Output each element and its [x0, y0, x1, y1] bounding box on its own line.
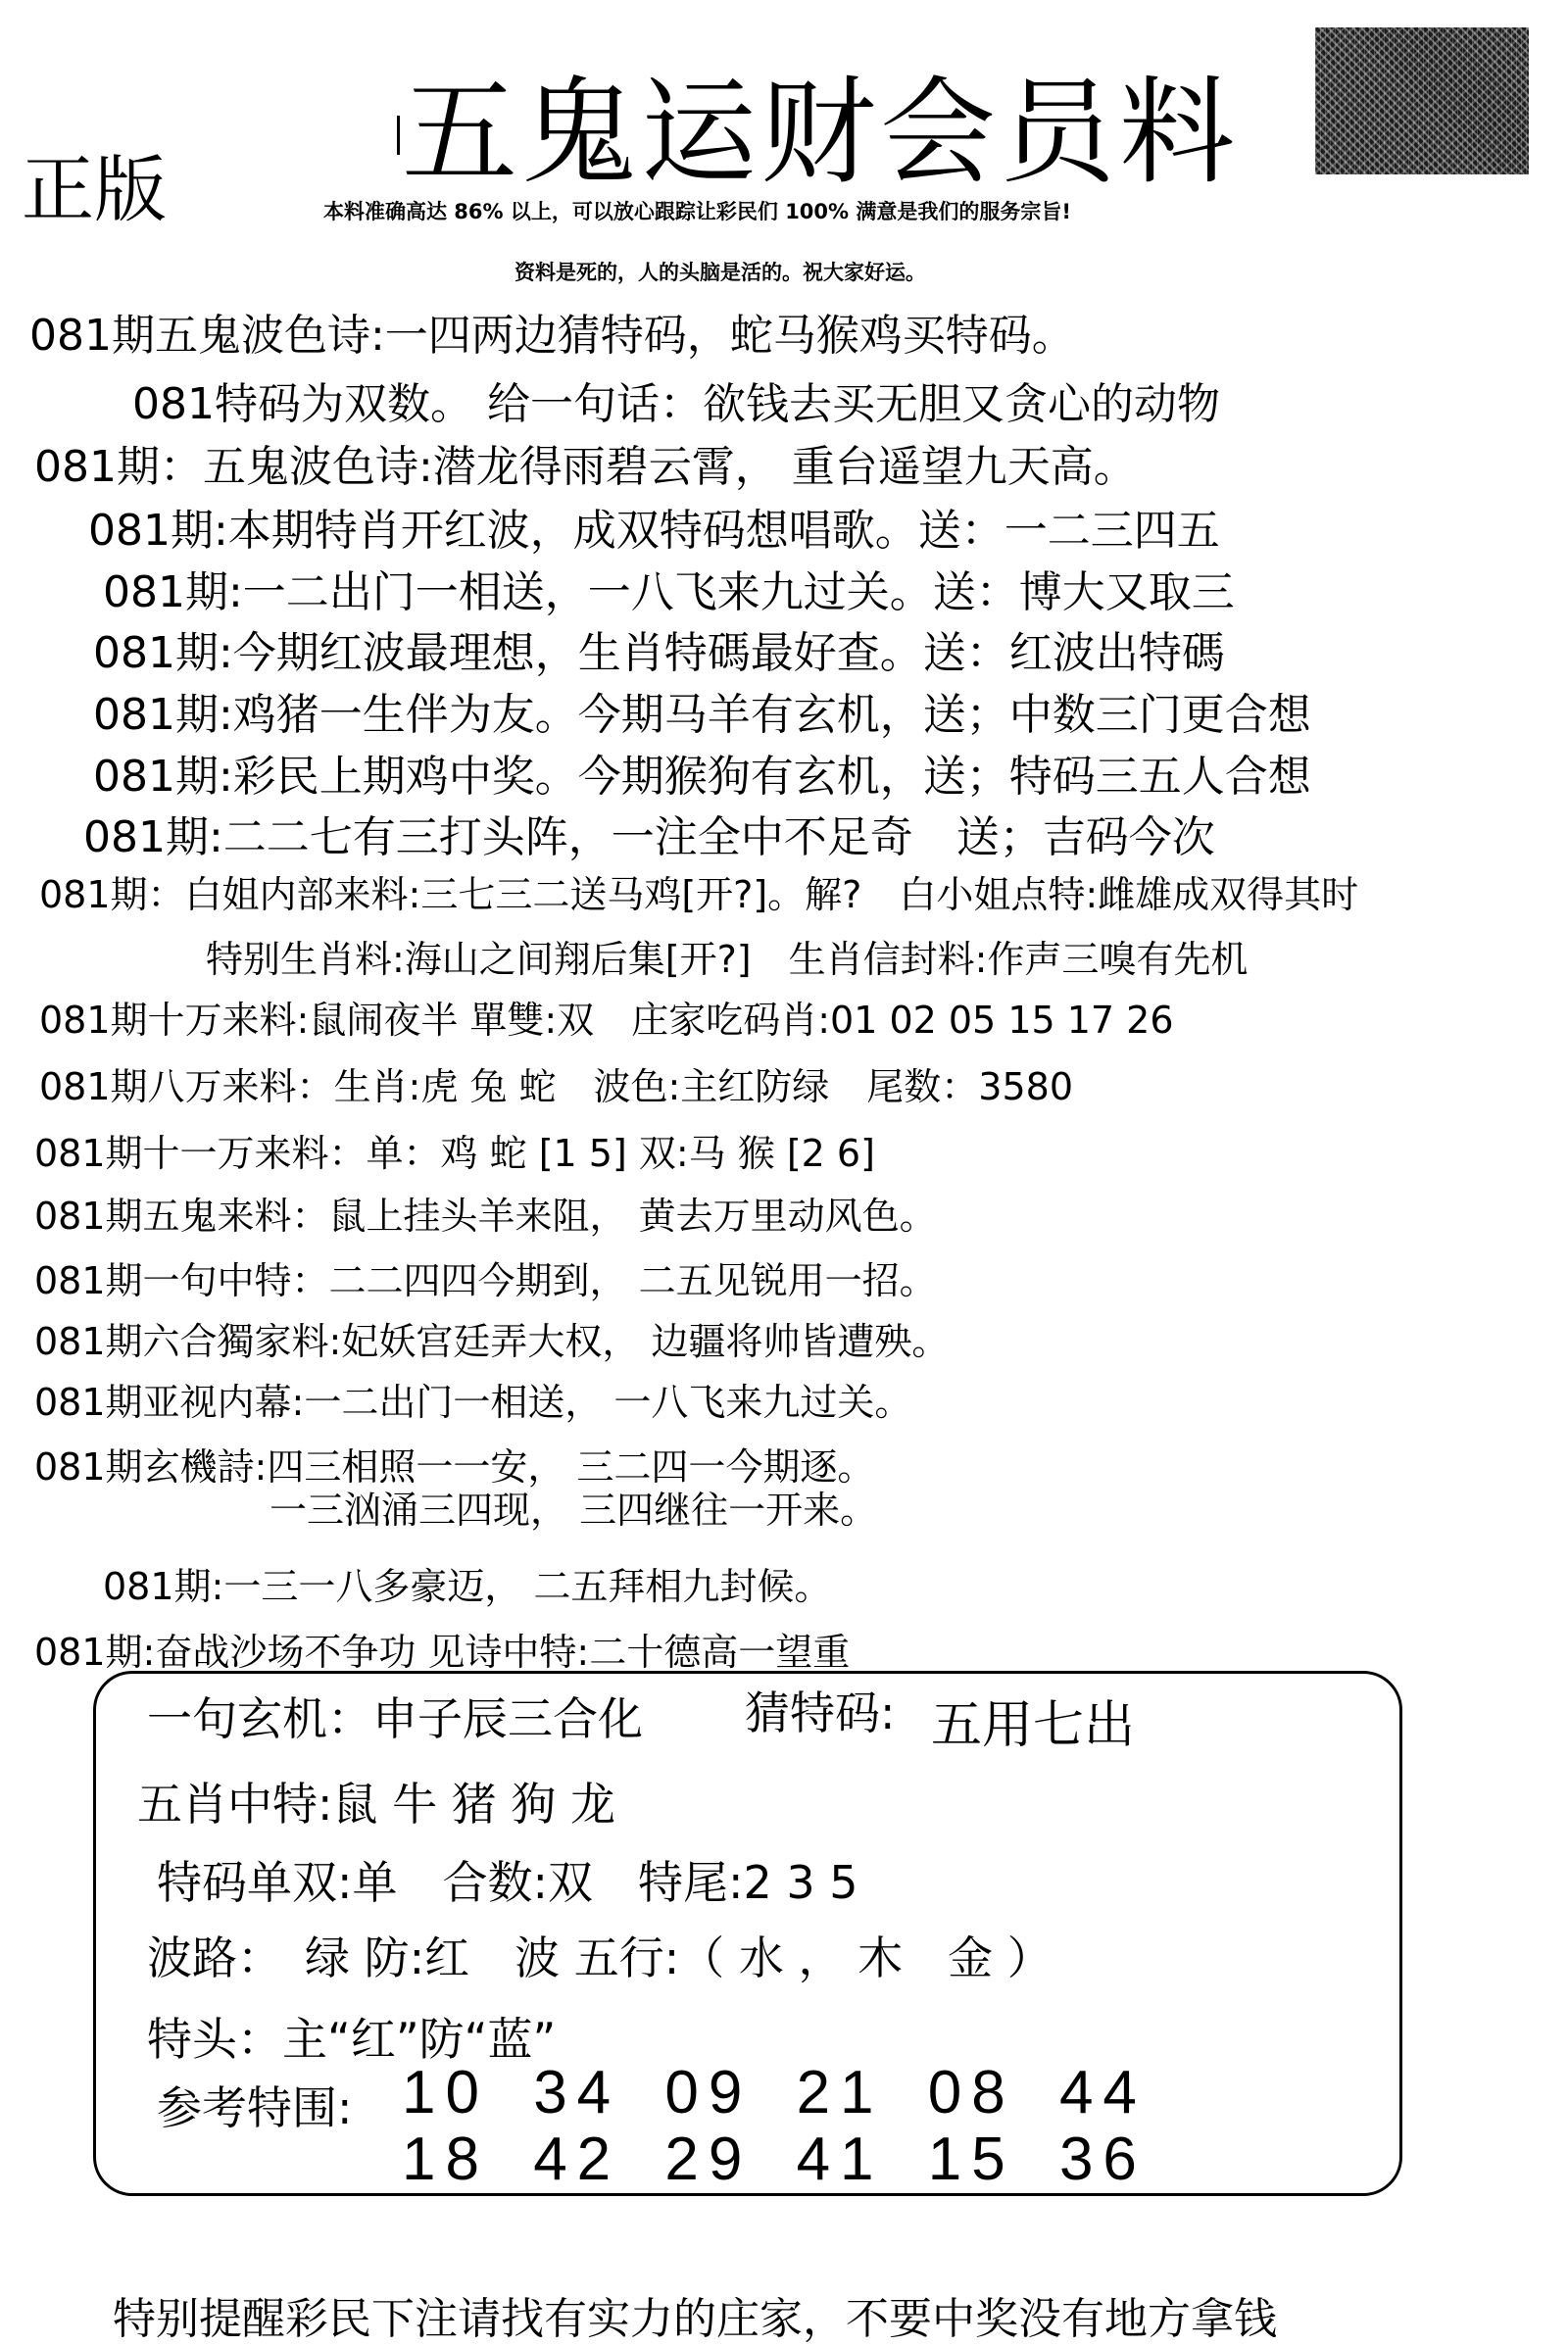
list-item: 081期八万来料：生肖:虎 兔 蛇 波色:主红防绿 尾数：3580	[39, 1065, 1074, 1108]
box-numbers-row2: 18 42 29 41 15 36	[402, 2126, 1147, 2193]
list-item: 081期:今期红波最理想，生肖特碼最好查。送：红波出特碼	[93, 628, 1225, 678]
list-item: 081期：五鬼波色诗:潜龙得雨碧云霄， 重台遥望九天高。	[34, 442, 1137, 492]
list-item: 081期一句中特：二二四四今期到， 二五见锐用一招。	[34, 1259, 937, 1302]
authentic-badge: 正版	[22, 148, 167, 232]
list-item: 081期六合獨家料:妃妖宫廷弄大权， 边疆将帅皆遭殃。	[34, 1320, 950, 1363]
tagline-luck: 资料是死的，人的头脑是活的。祝大家好运。	[514, 261, 926, 284]
tagline-accuracy: 本料准确高达 86% 以上，可以放心跟踪让彩民们 100% 满意是我们的服务宗旨!	[323, 200, 1071, 223]
box-numbers-row1: 10 34 09 21 08 44	[402, 2059, 1147, 2126]
list-item: 081期:彩民上期鸡中奖。今期猴狗有玄机，送；特码三五人合想	[93, 752, 1311, 802]
list-item: 081期：白姐内部来料:三七三二送马鸡[开?]。解? 白小姐点特:雌雄成双得其时	[39, 873, 1359, 916]
list-item: 081期五鬼波色诗:一四两边猜特码，蛇马猴鸡买特码。	[29, 311, 1075, 361]
list-item: 特别生肖料:海山之间翔后集[开?] 生肖信封料:作声三嗅有先机	[206, 938, 1249, 981]
page-title: 五鬼运财会员料	[402, 65, 1240, 200]
list-item: 081期:二二七有三打头阵，一注全中不足奇 送；吉码今次	[83, 812, 1215, 862]
list-item: 081期十一万来料：单：鸡 蛇 [1 5] 双:马 猴 [2 6]	[34, 1132, 875, 1175]
list-item: 081期:一三一八多豪迈， 二五拜相九封候。	[103, 1565, 832, 1608]
list-item: 081期:鸡猪一生伴为友。今期马羊有玄机，送；中数三门更合想	[93, 690, 1311, 740]
list-item: 081特码为双数。 给一句话：欲钱去买无胆又贪心的动物	[132, 379, 1220, 429]
title-mark	[397, 116, 400, 155]
list-item: 081期十万来料:鼠闹夜半 單雙:双 庄家吃码肖:01 02 05 15 17 26	[39, 999, 1174, 1042]
box-wave: 波路： 绿 防:红 波 五行:（ 水 ， 木 金 ）	[147, 1931, 1053, 1984]
list-item: 081期:一二出门一相送，一八飞来九过关。送：博大又取三	[103, 567, 1235, 617]
box-head: 特头：主“红”防“蓝”	[147, 2013, 557, 2066]
box-ref-label: 参考特围:	[157, 2081, 353, 2134]
list-item: 081期玄機詩:四三相照一一安， 三二四一今期逐。	[34, 1445, 875, 1489]
list-item: 一三汹涌三四现， 三四继往一开来。	[270, 1489, 878, 1532]
qr-code-image	[1315, 27, 1529, 174]
box-guess-value: 五用七出	[931, 1696, 1136, 1755]
footer-notice: 特别提醒彩民下注请找有实力的庄家，不要中奖没有地方拿钱	[113, 2294, 1277, 2344]
list-item: 081期:奋战沙场不争功 见诗中特:二十德高一望重	[34, 1631, 851, 1674]
box-hint: 一句玄机：申子辰三合化	[147, 1692, 643, 1745]
box-guess-label: 猜特码:	[745, 1686, 896, 1739]
list-item: 081期:本期特肖开红波，成双特码想唱歌。送：一二三四五	[88, 506, 1220, 556]
list-item: 081期五鬼来料：鼠上挂头羊来阻， 黄去万里动风色。	[34, 1195, 937, 1238]
list-item: 081期亚视内幕:一二出门一相送， 一八飞来九过关。	[34, 1381, 912, 1424]
box-odd-even: 特码单双:单 合数:双 特尾:2 3 5	[157, 1856, 858, 1909]
box-zodiac: 五肖中特:鼠 牛 猪 狗 龙	[137, 1778, 615, 1831]
